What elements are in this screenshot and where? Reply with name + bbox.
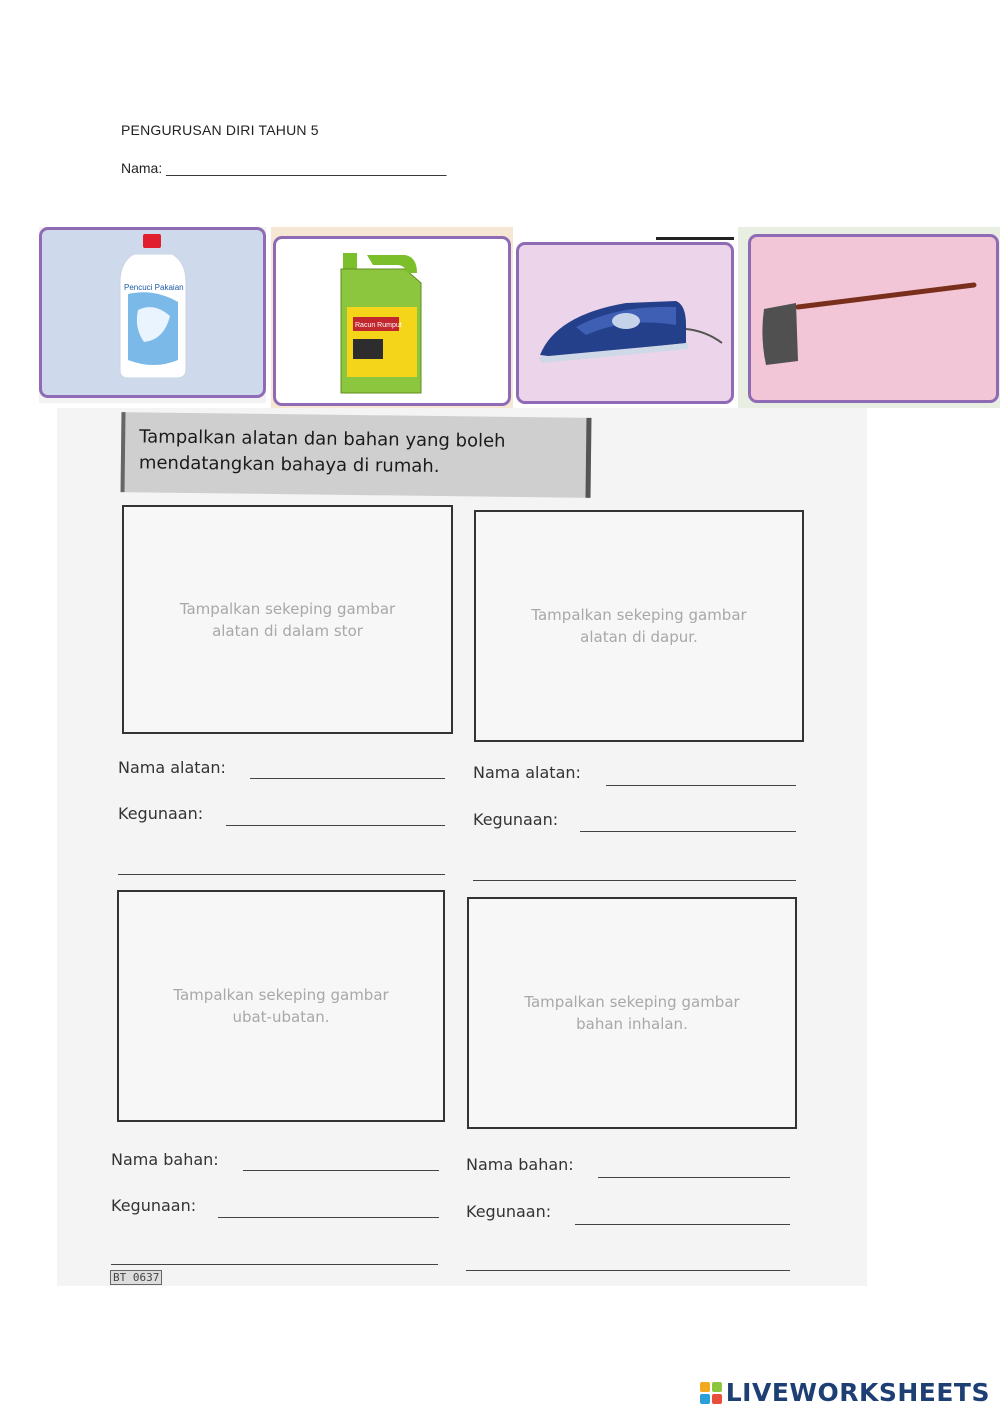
paste-box-placeholder: Tampalkan sekeping gambar alatan di dalam stor <box>179 599 396 640</box>
liveworksheets-logo[interactable] <box>700 1378 990 1407</box>
answer-line[interactable] <box>118 874 445 875</box>
worksheet-title: PENGURUSAN DIRI TAHUN 5 <box>121 122 319 138</box>
answer-line[interactable] <box>226 825 445 826</box>
usage-label: Kegunaan: <box>473 810 559 829</box>
material-name-label: Nama bahan: <box>466 1155 574 1174</box>
answer-line[interactable] <box>606 785 796 786</box>
card-weedkiller <box>271 227 513 409</box>
answer-line[interactable] <box>243 1170 439 1171</box>
detergent-bottle-icon <box>114 232 194 382</box>
usage-label: Kegunaan: <box>111 1196 197 1215</box>
answer-line[interactable] <box>473 880 796 881</box>
answer-line[interactable] <box>466 1270 790 1271</box>
paste-box-placeholder: Tampalkan sekeping gambar ubat-ubatan. <box>173 986 389 1026</box>
answer-line[interactable] <box>250 778 445 779</box>
paste-box-medicine[interactable] <box>117 890 445 1122</box>
answer-line[interactable] <box>218 1217 439 1218</box>
brand-name: LIVEWORKSHEETS <box>725 1378 990 1407</box>
card-label-text: Racun Rumput <box>355 322 402 329</box>
card-label-text: Pencuci Pakaian <box>124 283 184 292</box>
clothes-iron-icon <box>536 285 726 365</box>
weedkiller-container-icon <box>335 243 435 398</box>
tool-name-label: Nama alatan: <box>473 763 581 782</box>
card-hoe <box>738 227 1000 408</box>
page-code: BT 0637 <box>110 1270 162 1285</box>
name-field-label: Nama: ____________________________________ <box>121 160 447 176</box>
usage-label: Kegunaan: <box>466 1202 552 1221</box>
paste-box-storeroom[interactable] <box>122 505 453 734</box>
card-detergent <box>39 227 266 403</box>
answer-line[interactable] <box>598 1177 790 1178</box>
liveworksheets-logo-icon <box>700 1382 722 1404</box>
tool-name-label: Nama alatan: <box>118 758 226 777</box>
paste-box-placeholder: Tampalkan sekeping gambar alatan di dapur. <box>531 606 747 646</box>
material-name-label: Nama bahan: <box>111 1150 219 1169</box>
paste-box-placeholder: Tampalkan sekeping gambar bahan inhalan. <box>524 993 740 1033</box>
usage-label: Kegunaan: <box>118 804 204 823</box>
instruction-banner: Tampalkan alatan dan bahan yang boleh mendatangkan bahaya di rumah. <box>121 412 592 498</box>
answer-line[interactable] <box>575 1224 790 1225</box>
paste-box-kitchen[interactable] <box>474 510 804 742</box>
hoe-icon <box>758 277 978 377</box>
card-iron <box>516 237 734 404</box>
answer-line[interactable] <box>111 1264 438 1265</box>
paste-box-inhalant[interactable] <box>467 897 797 1129</box>
answer-line[interactable] <box>580 831 796 832</box>
